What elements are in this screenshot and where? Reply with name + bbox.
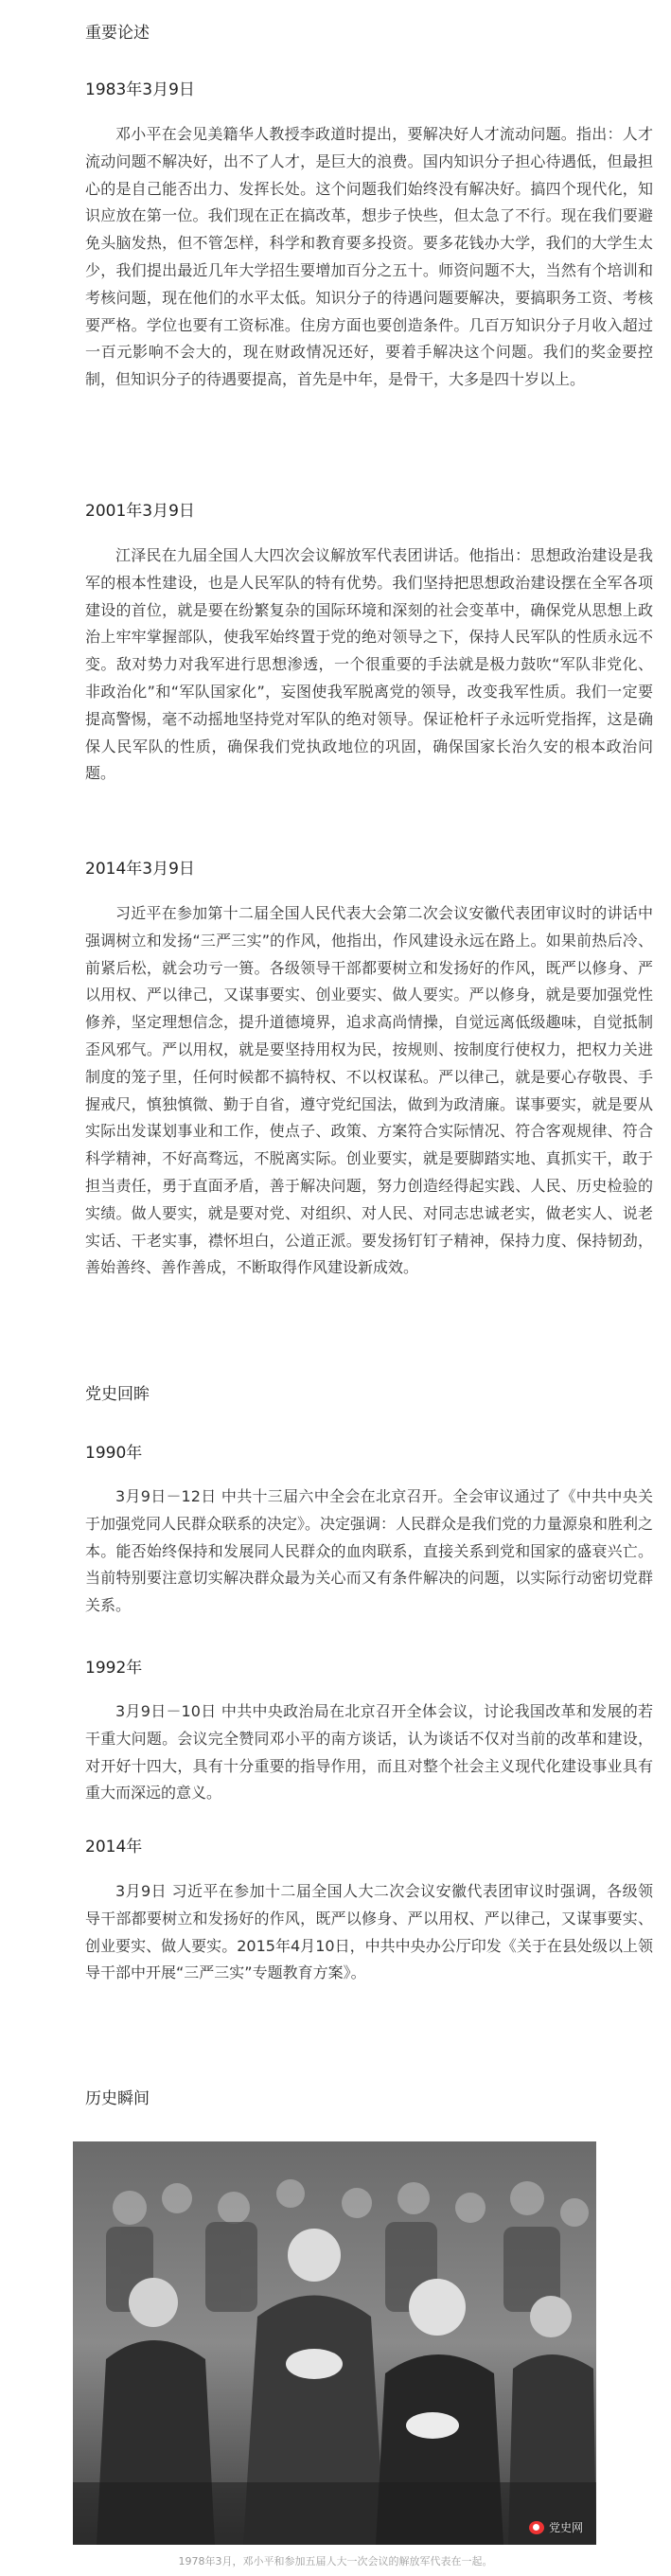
history-paragraph: 3月9日－12日 中共十三届六中全会在北京召开。全会审议通过了《中共中央关于加强党同人民群众联系的决定》。决定强调：人民群众是我们党的力量源泉和胜利之本。能否始终保持和发展同人民群众的血肉联系，直接关系到党和国家的盛衰兴亡。当前特别要注意切实解决群众最为关心而又有条件解决的问题，以实际行动密切党群关系。 <box>85 1487 654 1615</box>
photo-caption: 1978年3月，邓小平和参加五届人大一次会议的解放军代表在一起。 <box>178 2555 493 2567</box>
weibo-icon <box>529 2521 544 2534</box>
watermark-text: 党史网 <box>548 2521 583 2534</box>
quote-date: 1983年3月9日 <box>85 80 195 99</box>
watermark <box>529 2519 583 2535</box>
history-year: 1990年 <box>85 1444 143 1463</box>
quote-date: 2001年3月9日 <box>85 502 195 521</box>
quotes-heading: 重要论述 <box>85 24 150 43</box>
moment-heading: 历史瞬间 <box>85 2089 150 2108</box>
quote-paragraph: 习近平在参加第十二届全国人民代表大会第二次会议安徽代表团审议时的讲话中强调树立和发扬“三严三实”的作风，他指出，作风建设永远在路上。如果前热后冷、前紧后松，就会功亏一篑。各级领导干部都要树立和发扬好的作风，既严以修身、严以用权、严以律己，又谋事要实、创业要实、做人要实。严以修身，就是要加强党性修养，坚定理想信念，提升道德境界，追求高尚情操，自觉远离低级趣味，自觉抵制歪风邪气。严以用权，就是要坚持用权为民，按规则、按制度行使权力，把权力关进制度的笼子里，任何时候都不搞特权、不以权谋私。严以律己，就是要心存敬畏、手握戒尺，慎独慎微、勤于自省，遵守党纪国法，做到为政清廉。谋事要实，就是要从实际出发谋划事业和工作，使点子、政策、方案符合实际情况、符合客观规律、符合科学精神，不好高骛远，不脱离实际。创业要实，就是要脚踏实地、真抓实干，敢于担当责任，勇于直面矛盾，善于解决问题，努力创造经得起实践、人民、历史检验的实绩。做人要实，就是要对党、对组织、对人民、对同志忠诚老实，做老实人、说老实话、干老实事，襟怀坦白，公道正派。要发扬钉钉子精神，保持力度、保持韧劲，善始善终、善作善成，不断取得作风建设新成效。 <box>85 904 653 1277</box>
history-paragraph: 3月9日－10日 中共中央政治局在北京召开全体会议，讨论我国改革和发展的若干重大问题。会议完全赞同邓小平的南方谈话，认为谈话不仅对当前的改革和建设，对开好十四大，具有十分重要的指导作用，而且对整个社会主义现代化建设事业具有重大而深远的意义。 <box>85 1702 653 1803</box>
historical-photo <box>73 2141 596 2545</box>
review-heading: 党史回眸 <box>85 1385 150 1404</box>
history-year: 1992年 <box>85 1659 143 1678</box>
quote-date: 2014年3月9日 <box>85 860 195 879</box>
history-paragraph: 3月9日 习近平在参加十二届全国人大二次会议安徽代表团审议时强调，各级领导干部都要树立和发扬好的作风，既严以修身、严以用权、严以律己，又谋事要实、创业要实、做人要实。2015年4月10日，中共中央办公厅印发《关于在县处级以上领导干部中开展“三严三实”专题教育方案》。 <box>85 1882 653 1982</box>
quote-paragraph: 江泽民在九届全国人大四次会议解放军代表团讲话。他指出：思想政治建设是我军的根本性建设，也是人民军队的特有优势。我们坚持把思想政治建设摆在全军各项建设的首位，就是要在纷繁复杂的国际环境和深刻的社会变革中，确保党从思想上政治上牢牢掌握部队，使我军始终置于党的绝对领导之下，保持人民军队的性质永远不变。敌对势力对我军进行思想渗透，一个很重要的手法就是极力鼓吹“军队非党化、非政治化”和“军队国家化”，妄图使我军脱离党的领导，改变我军性质。我们一定要提高警惕，毫不动摇地坚持党对军队的绝对领导。保证枪杆子永远听党指挥，这是确保人民军队的性质，确保我们党执政地位的巩固，确保国家长治久安的根本政治问题。 <box>85 546 653 783</box>
photo-illustration <box>73 2141 596 2545</box>
quote-paragraph: 邓小平在会见美籍华人教授李政道时提出，要解决好人才流动问题。指出：人才流动问题不解决好，出不了人才，是巨大的浪费。国内知识分子担心待遇低，但最担心的是自己能否出力、发挥长处。这个问题我们始终没有解决好。搞四个现代化，知识应放在第一位。我们现在正在搞改革，想步子快些，但太急了不行。现在我们要避免头脑发热，但不管怎样，科学和教育要多投资。要多花钱办大学，我们的大学生太少，我们提出最近几年大学招生要增加百分之五十。师资问题不大，当然有个培训和考核问题，现在他们的水平太低。知识分子的待遇问题要解决，要搞职务工资、考核要严格。学位也要有工资标准。住房方面也要创造条件。几百万知识分子月收入超过一百元影响不会大的，现在财政情况还好，要着手解决这个问题。我们的奖金要控制，但知识分子的待遇要提高，首先是中年，是骨干，大多是四十岁以上。 <box>85 125 653 389</box>
history-year: 2014年 <box>85 1838 143 1856</box>
